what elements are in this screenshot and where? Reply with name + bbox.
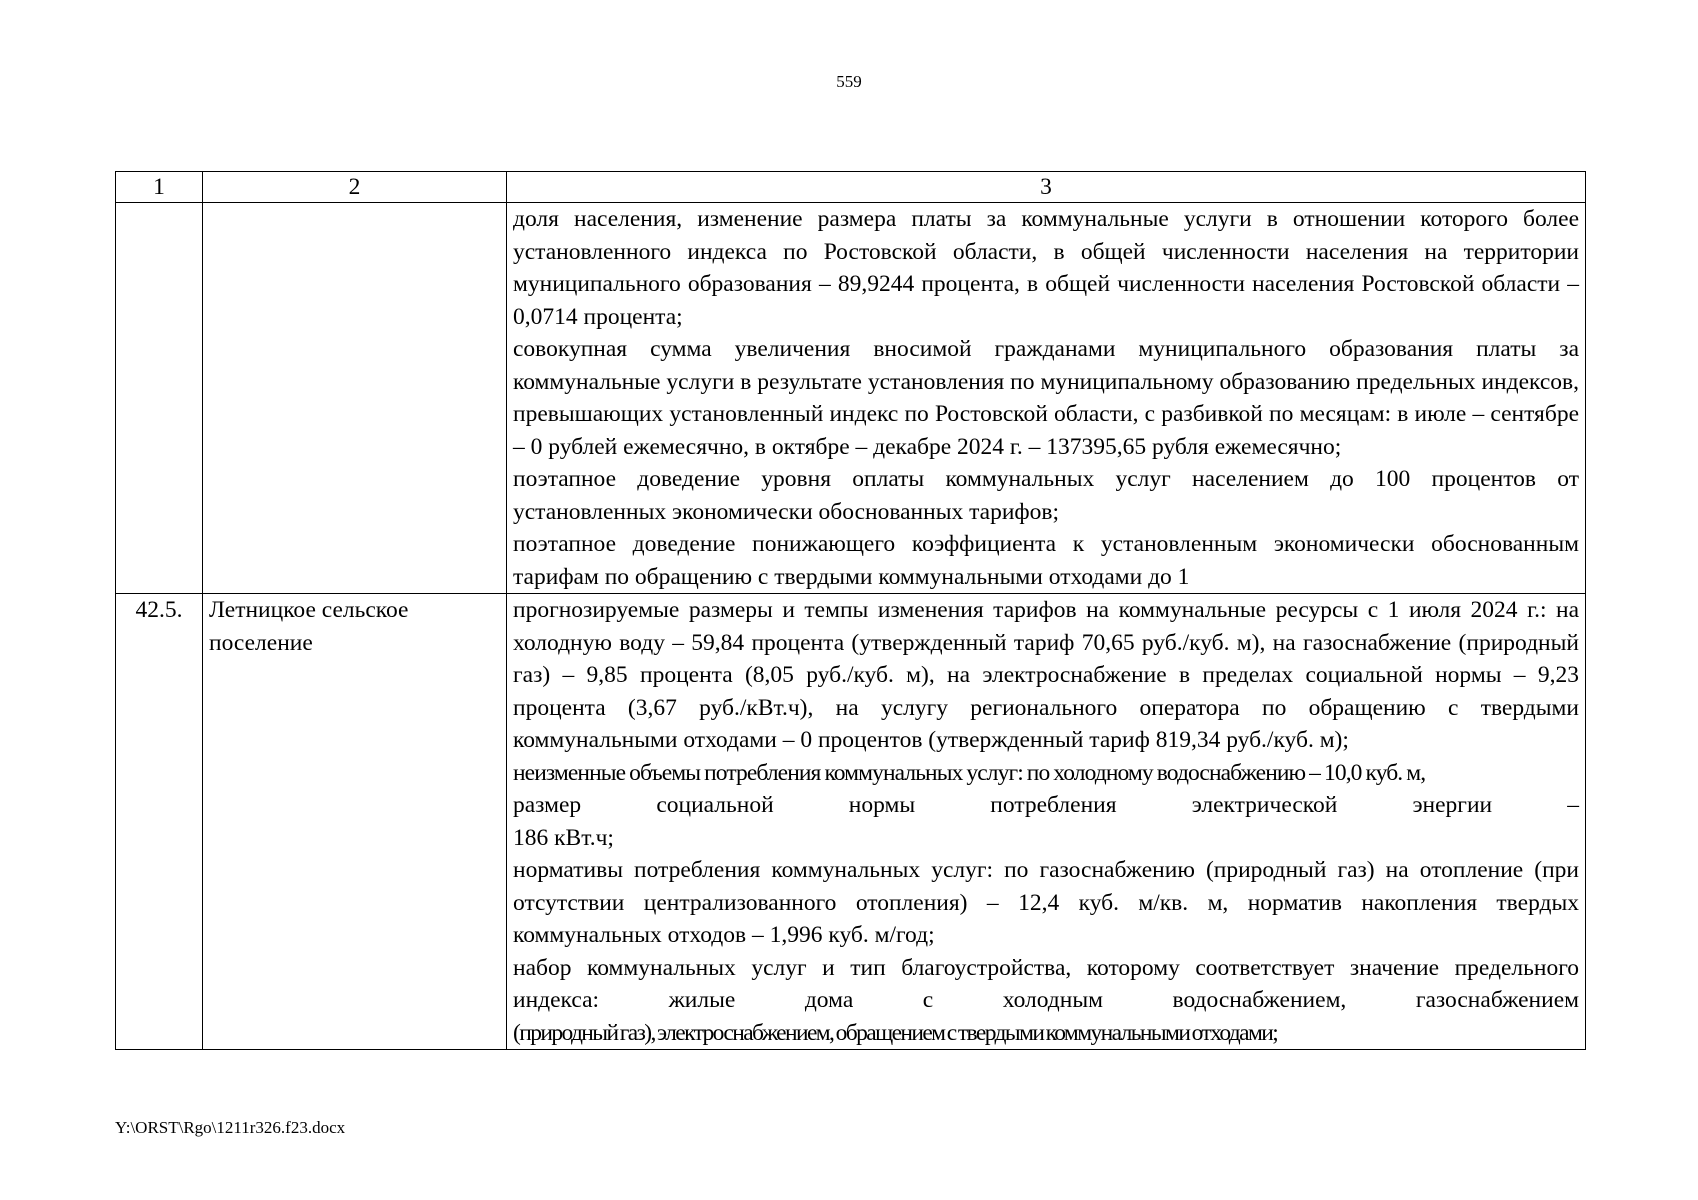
paragraph: нормативы потребления коммунальных услуг: по газоснабжению (природный газ) на отопление (при отсутствии централизованного отопления) – 12,4 куб. м/кв. м, норматив накопления твердых коммунальных отходов – 1,996 куб. м/год; — [513, 857, 1579, 948]
paragraph: прогнозируемые размеры и темпы изменения тарифов на коммунальные ресурсы с 1 июля 2024 г.: на холодную воду – 59,84 процента (утвержденный тариф 70,65 руб./куб. м), на газоснабжение (природный газ) – 9,85 процента (8,05 руб./куб. м), на электроснабжение в пределах социальной нормы – 9,23 процента (3,67 руб./кВт.ч), на услугу регионального оператора по обращению с твердыми коммунальными отходами – 0 процентов (утвержденный тариф 819,34 руб./куб. м); — [513, 597, 1579, 753]
row-text-cell — [507, 203, 1586, 594]
table-row — [116, 203, 1586, 594]
table-row — [116, 594, 1586, 1050]
paragraph: набор коммунальных услуг и тип благоустройства, которому соответствует значение предельного индекса: жилые дома с холодным водоснабжением, газоснабжением — [513, 954, 1579, 1013]
paragraph: совокупная сумма увеличения вносимой гражданами муниципального образования платы за коммунальные услуги в результате установления по муниципальному образованию предельных индексов, превышающих установленный индекс по Ростовской области, с разбивкой по месяцам: в июле – сентябре – 0 рублей ежемесячно, в октябре – декабре 2024 г. – 137395,65 рубля ежемесячно; — [513, 336, 1579, 460]
table-header-row — [116, 172, 1586, 203]
paragraph: размер социальной нормы потребления электрической энергии – — [513, 792, 1579, 818]
column-header-1: 1 — [116, 172, 203, 203]
paragraph: поэтапное доведение уровня оплаты коммунальных услуг населением до 100 процентов от установленных экономически обоснованных тарифов; — [513, 466, 1579, 525]
paragraph: 186 кВт.ч; — [513, 824, 614, 851]
paragraph: доля населения, изменение размера платы за коммунальные услуги в отношении которого более установленного индекса по Ростовской области, в общей численности населения на территории муниципального образования – 89,9244 процента, в общей численности населения Ростовской области – 0,0714 процента; — [513, 206, 1579, 330]
document-table — [115, 171, 1586, 1050]
paragraph: поэтапное доведение понижающего коэффициента к установленным экономически обоснованным тарифам по обращению с твердыми коммунальными отходами до 1 — [513, 531, 1579, 590]
row-number-cell — [116, 203, 203, 594]
row-number-cell: 42.5. — [116, 594, 203, 1050]
column-header-2: 2 — [203, 172, 507, 203]
footer-file-path: Y:\ORST\Rgo\1211r326.f23.docx — [115, 1118, 346, 1137]
column-header-3: 3 — [507, 172, 1586, 203]
row-name-cell — [203, 203, 507, 594]
row-name-cell: Летницкое сельское поселение — [203, 594, 507, 1050]
page-number: 559 — [836, 72, 862, 91]
row-text-cell — [507, 594, 1586, 1050]
paragraph: неизменные объемы потребления коммунальных услуг: по холодному водоснабжению – 10,0 куб. м, — [513, 759, 1426, 786]
paragraph: (природный газ), электроснабжением, обращением с твердыми коммунальными отходами; — [513, 1019, 1278, 1046]
